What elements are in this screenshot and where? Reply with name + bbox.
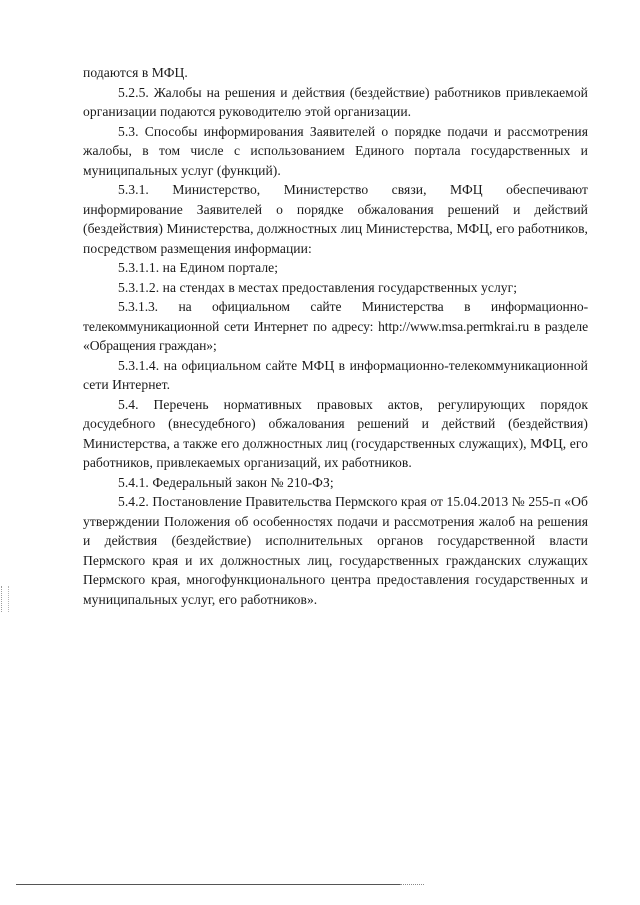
footer-rule: [16, 884, 400, 885]
paragraph-5-4-2: 5.4.2. Постановление Правительства Пермского края от 15.04.2013 № 255-п «Об утверждении Положения об особенностях подачи и рассмотрения жалоб на решения и действия (бездействие) исполнительных органов государственной власти Пермского края и их должностных лиц, государственных гражданских служащих Пермского края, многофункционального центра предоставления государственных и муниципальных услуг, его работников».: [83, 494, 588, 607]
paragraph-5-3-1-3-tail: в разделе «Обращения граждан»;: [83, 318, 588, 353]
paragraph-5-3-1-2: 5.3.1.2. на стендах в местах предоставления государственных услуг;: [118, 279, 518, 295]
paragraph-continuation: подаются в МФЦ.: [83, 65, 188, 80]
paragraph-5-3-1-3-text: 5.3.1.3. на официальном сайте Министерства в информационно-телекоммуникационной сети Интернет по адресу:: [83, 299, 588, 334]
paragraph-5-3-1-3: [83, 297, 588, 356]
scan-margin-marks: [1, 586, 9, 612]
paragraph-5-3-1-1: 5.3.1.1. на Едином портале;: [118, 260, 279, 275]
paragraph-5-2-5: 5.2.5. Жалобы на решения и действия (бездействие) работников привлекаемой организации подаются руководителю этой организации.: [83, 84, 588, 119]
paragraph-5-3-1-4: 5.3.1.4. на официальном сайте МФЦ в информационно-телекоммуникационной сети Интернет.: [83, 357, 588, 392]
ministry-website-link[interactable]: http://www.msa.permkrai.ru: [378, 318, 530, 334]
paragraph-5-3-1: 5.3.1. Министерство, Министерство связи, МФЦ обеспечивают информирование Заявителей о порядке обжалования решений и действий (бездействия) Министерства, должностных лиц Министерства, МФЦ, его работников, посредством размещения информации:: [83, 182, 588, 256]
paragraph-5-3: 5.3. Способы информирования Заявителей о порядке подачи и рассмотрения жалобы, в том числе с использованием Единого портала государственных и муниципальных услуг (функций).: [83, 123, 588, 178]
document-body: [83, 63, 588, 609]
paragraph-5-4: 5.4. Перечень нормативных правовых актов, регулирующих порядок досудебного (внесудебного) обжалования решений и действий (бездействия) Министерства, а также его должностных лиц (государственных служащих), МФЦ, его работников, привлекаемых организаций, их работников.: [83, 396, 588, 470]
paragraph-5-4-1: 5.4.1. Федеральный закон № 210-ФЗ;: [118, 474, 334, 490]
